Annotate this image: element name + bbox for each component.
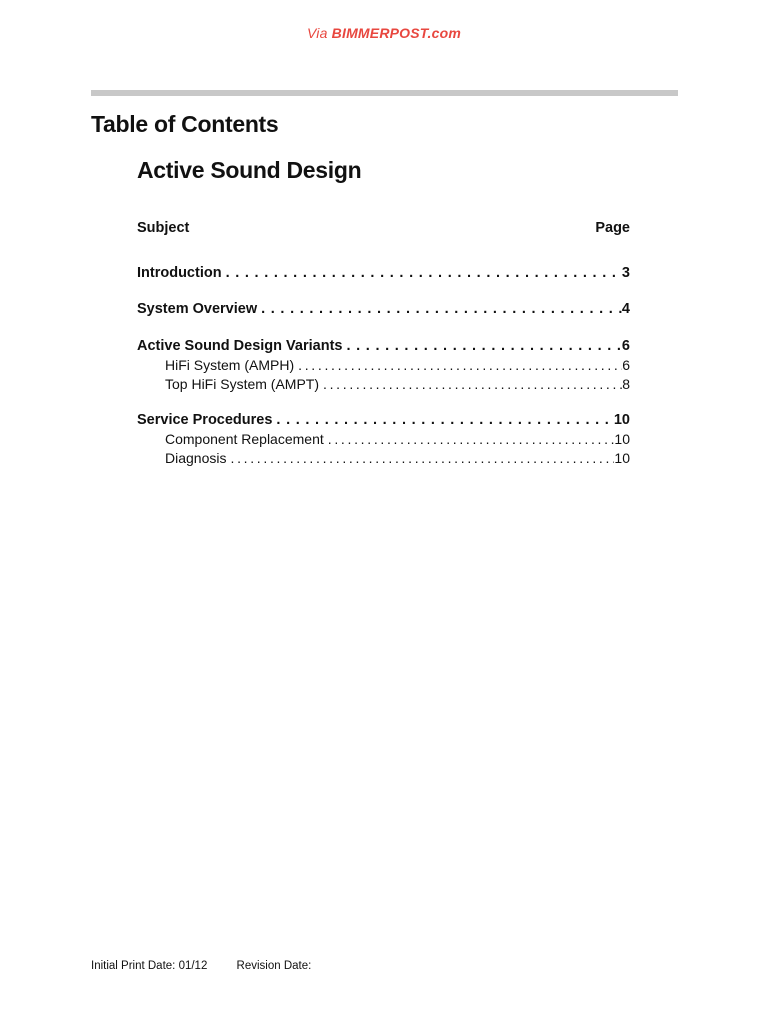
toc-entry-page: 6 [621,338,630,354]
print-date: Initial Print Date: 01/12 [91,960,208,972]
toc-entry-label: Diagnosis [165,449,227,466]
dot-leader [226,265,622,281]
toc-entry-page: 4 [621,301,630,317]
toc-entry-variants[interactable] [137,338,630,357]
toc-entry-label: HiFi System (AMPH) [165,357,295,373]
watermark [0,25,768,41]
toc-entry-system-overview[interactable] [137,301,630,320]
toc-entry-page: 6 [622,357,630,373]
page-column-header: Page [595,220,630,236]
toc-entry-label: Component Replacement [165,431,324,447]
subject-column-header: Subject [137,220,190,236]
dot-leader [276,412,613,428]
toc-entry-page: 3 [621,265,630,281]
toc-entry-page: 10 [613,412,630,428]
toc-entry-top-hifi[interactable] [137,376,630,395]
toc-entry-label: System Overview [137,301,258,317]
toc-entry-label: Top HiFi System (AMPT) [165,375,320,392]
dot-leader [323,376,622,392]
document-title: Active Sound Design [137,157,362,183]
toc-entry-introduction[interactable] [137,265,630,284]
watermark-prefix: Via [307,25,332,41]
revision-date: Revision Date: [236,960,312,972]
toc-entry-service-procedures[interactable] [137,412,630,431]
toc-entry-page: 10 [614,431,630,447]
dot-leader [298,357,622,373]
toc-entry-page: 10 [614,449,630,466]
page-footer [91,960,311,972]
watermark-site: BIMMERPOST.com [331,25,461,41]
toc-entry-diagnosis[interactable] [137,450,630,469]
dot-leader [261,301,622,317]
toc-entry-label: Active Sound Design Variants [137,338,343,354]
toc-entry-page: 8 [622,375,630,392]
dot-leader [230,450,614,466]
dot-leader [346,338,621,354]
toc-entry-label: Introduction [137,265,222,281]
toc-entry-label: Service Procedures [137,412,273,428]
toc-entry-component-replacement[interactable] [137,431,630,450]
dot-leader [328,431,615,447]
toc-entry-hifi[interactable] [137,357,630,376]
header-rule [91,90,678,96]
section-title: Table of Contents [91,111,279,137]
table-of-contents [137,265,630,468]
